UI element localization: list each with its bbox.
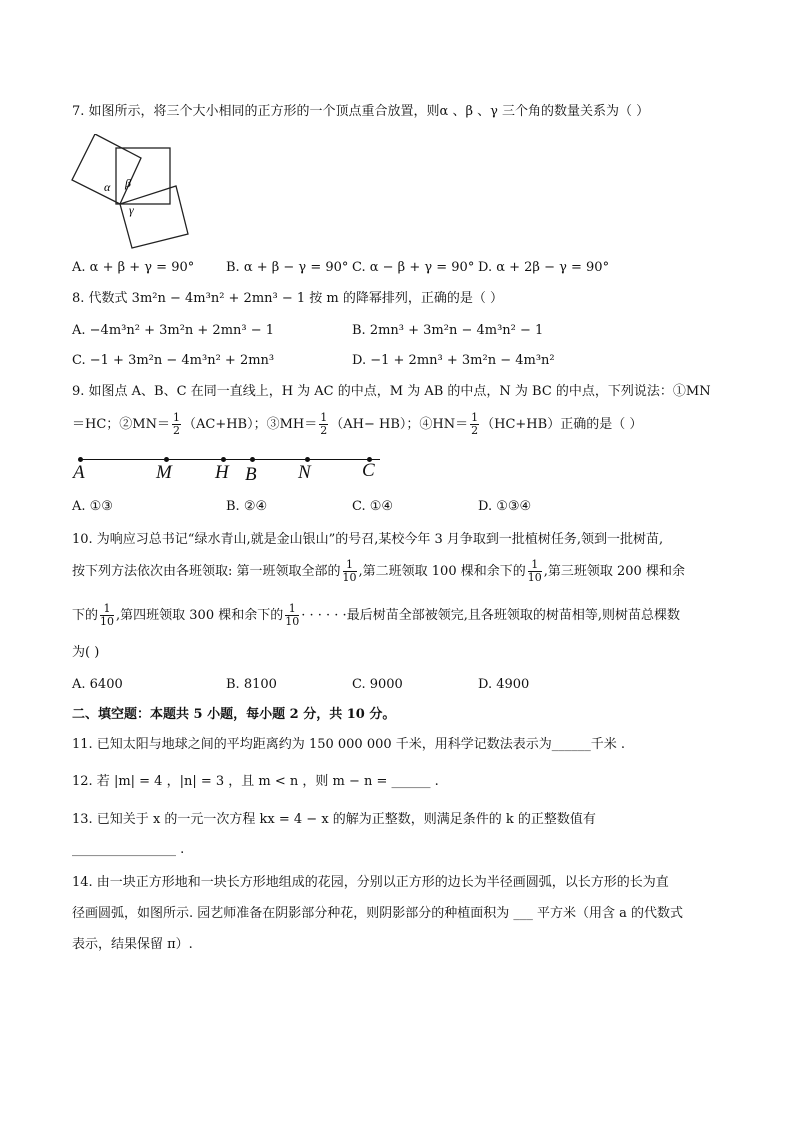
q13: 13. 已知关于 x 的一元一次方程 kx = 4 − x 的解为正整数，则满足条件的 k 的正整数值有 [72, 812, 596, 827]
q9-stem-line2 [72, 412, 642, 437]
q10-option-c[interactable]: C. 9000 [352, 677, 403, 692]
q7-option-c[interactable]: C. α − β + γ = 90° [352, 260, 475, 275]
frac-den: 2 [172, 424, 180, 438]
q13-blank[interactable]: ________________ . [72, 842, 185, 857]
q10-line1: 10. 为响应习总书记“绿水青山,就是金山银山”的号召,某校今年 3 月争取到一批植树任务,领到一批树苗, [72, 532, 664, 547]
q9-option-d[interactable]: D. ①③④ [478, 499, 532, 514]
q10-text: ,第四班领取 300 棵和余下的 [116, 608, 284, 624]
q8-stem: 8. 代数式 3m²n − 4m³n² + 2mn³ − 1 按 m 的降幂排列，正确的是（ ） [72, 291, 504, 306]
q14-line2: 径画圆弧，如图所示. 园艺师准备在阴影部分种花，则阴影部分的种植面积为 ___ 平方米（用含 a 的代数式 [72, 906, 684, 921]
q10-text: 下的 [72, 608, 99, 624]
frac-num: 1 [320, 411, 328, 424]
q7-option-b[interactable]: B. α + β − γ = 90° [226, 260, 349, 275]
q9-stem-part1: ＝HC；②MN＝ [72, 417, 170, 433]
frac-den: 2 [320, 424, 328, 438]
q10-option-d[interactable]: D. 4900 [478, 677, 530, 692]
q10-line2 [72, 559, 685, 584]
q14-line1: 14. 由一块正方形地和一块长方形地组成的花园，分别以正方形的边长为半径画圆弧，以长方形的长为直 [72, 875, 669, 890]
q8-option-c[interactable]: C. −1 + 3m²n − 4m³n² + 2mn³ [72, 353, 275, 368]
q8-option-b[interactable]: B. 2mn³ + 3m²n − 4m³n² − 1 [352, 323, 544, 338]
tenth-fraction [100, 603, 114, 628]
q10-text: ,第二班领取 100 棵和余下的 [358, 564, 526, 580]
frac-den: 10 [285, 615, 300, 629]
q9-option-b[interactable]: B. ②④ [226, 499, 268, 514]
q8-option-d[interactable]: D. −1 + 2mn³ + 3m²n − 4m³n² [352, 353, 555, 368]
q9-stem-part2: （AC+HB）；③MH＝ [182, 417, 318, 433]
q8-option-a[interactable]: A. −4m³n² + 3m²n + 2mn³ − 1 [72, 323, 275, 338]
point-m-label: M [156, 462, 172, 483]
frac-num: 1 [285, 603, 299, 616]
section-heading: 二、填空题：本题共 5 小题，每小题 2 分，共 10 分。 [72, 707, 396, 722]
q11: 11. 已知太阳与地球之间的平均距离约为 150 000 000 千米，用科学记数法表示为______千米 . [72, 737, 626, 752]
q9-stem-part4: （HC+HB）正确的是（ ） [481, 417, 643, 433]
point-c-label: C [362, 460, 375, 481]
tenth-fraction [285, 603, 299, 628]
frac-num: 1 [100, 603, 114, 616]
q9-option-c[interactable]: C. ①④ [352, 499, 394, 514]
frac-num: 1 [172, 411, 180, 424]
point-n-label: N [298, 462, 311, 483]
q10-text: ,第三班领取 200 棵和余 [543, 564, 685, 580]
beta-label: β [125, 176, 131, 190]
q9-stem-part3: （AH− HB）；④HN＝ [330, 417, 469, 433]
alpha-label: α [104, 180, 111, 194]
q10-option-a[interactable]: A. 6400 [72, 677, 123, 692]
half-fraction [470, 412, 479, 437]
q9-stem-line1: 9. 如图点 A、B、C 在同一直线上，H 为 AC 的中点，M 为 AB 的中点，N 为 BC 的中点，下列说法：①MN [72, 384, 711, 399]
q12: 12. 若 |m| = 4 ，|n| = 3 ，且 m < n ，则 m − n = ______ . [72, 774, 439, 789]
q10-option-b[interactable]: B. 8100 [226, 677, 277, 692]
frac-num: 1 [528, 559, 542, 572]
q9-option-a[interactable]: A. ①③ [72, 499, 113, 514]
tenth-fraction [343, 559, 357, 584]
half-fraction [172, 412, 181, 437]
q10-line4: 为( ) [72, 645, 100, 660]
q14-line3: 表示，结果保留 π）. [72, 937, 193, 952]
q10-text: 按下列方法依次由各班领取: 第一班领取全部的 [72, 564, 341, 580]
q7-option-a[interactable]: A. α + β + γ = 90° [72, 260, 195, 275]
frac-num: 1 [343, 559, 357, 572]
point-h-label: H [215, 462, 229, 483]
segment-line [80, 459, 380, 460]
frac-den: 10 [100, 615, 115, 629]
q10-text: · · · · · ·最后树苗全部被领完,且各班领取的树苗相等,则树苗总棵数 [301, 608, 680, 624]
frac-num: 1 [471, 411, 479, 424]
q7-option-d[interactable]: D. α + 2β − γ = 90° [478, 260, 610, 275]
q7-squares-figure [68, 134, 193, 249]
tenth-fraction [528, 559, 542, 584]
q10-line3 [72, 603, 680, 628]
point-a-label: A [73, 462, 85, 483]
frac-den: 10 [342, 571, 357, 585]
half-fraction [319, 412, 328, 437]
frac-den: 10 [527, 571, 542, 585]
frac-den: 2 [471, 424, 479, 438]
point-b-label: B [245, 464, 257, 485]
point-b-dot [250, 457, 255, 462]
gamma-label: γ [129, 203, 134, 217]
q7-stem: 7. 如图所示，将三个大小相同的正方形的一个顶点重合放置，则α 、β 、γ 三个角的数量关系为（ ） [72, 104, 650, 119]
